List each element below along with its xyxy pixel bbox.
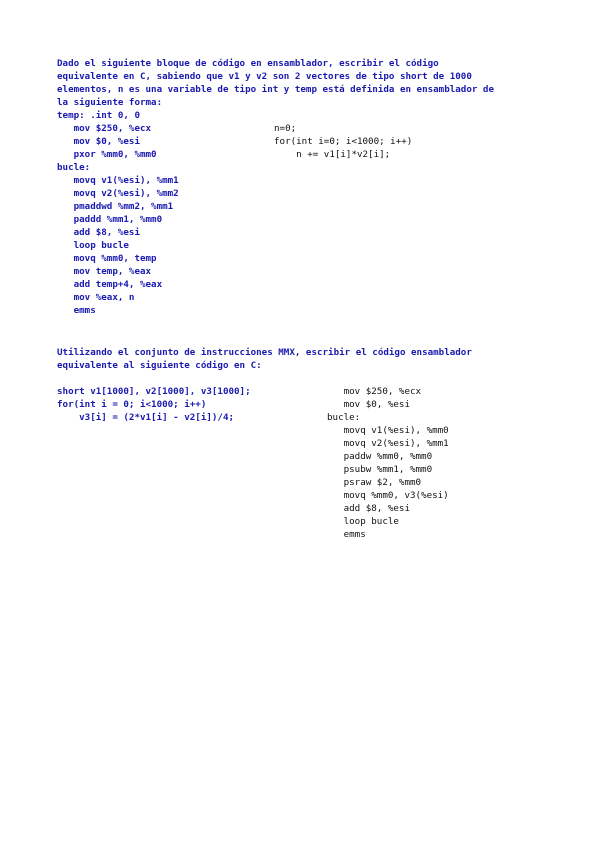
s1-intro-line-1: Dado el siguiente bloque de código en ensamblador, escribir el código bbox=[57, 58, 439, 69]
s2-asm-line-10: add $8, %esi bbox=[327, 503, 410, 514]
s1-asm-line-10: add $8, %esi bbox=[57, 227, 140, 238]
s1-asm-line-6: movq v1(%esi), %mm1 bbox=[57, 175, 179, 186]
s2-c-line-1: short v1[1000], v2[1000], v3[1000]; bbox=[57, 386, 251, 397]
s2-asm-line-7: psubw %mm1, %mm0 bbox=[327, 464, 433, 475]
s1-asm-line-16: emms bbox=[57, 305, 96, 316]
s2-asm-line-4: movq v1(%esi), %mm0 bbox=[327, 425, 449, 436]
s2-intro-line-2: equivalente al siguiente código en C: bbox=[57, 360, 262, 371]
s1-asm-line-4: pxor %mm0, %mm0 bbox=[57, 149, 157, 160]
s1-asm-line-14: add temp+4, %eax bbox=[57, 279, 163, 290]
s1-asm-line-8: pmaddwd %mm2, %mm1 bbox=[57, 201, 174, 212]
s2-asm-line-2: mov $0, %esi bbox=[327, 399, 410, 410]
s1-asm-line-1: temp: .int 0, 0 bbox=[57, 110, 140, 121]
s1-intro-line-3: elementos, n es una variable de tipo int y temp está definida en ensamblador de bbox=[57, 84, 494, 95]
s1-asm-line-7: movq v2(%esi), %mm2 bbox=[57, 188, 179, 199]
s1-asm-line-3: mov $0, %esi bbox=[57, 136, 140, 147]
s2-asm-line-6: paddw %mm0, %mm0 bbox=[327, 451, 433, 462]
s1-asm-line-13: mov temp, %eax bbox=[57, 266, 152, 277]
s2-intro-line-1: Utilizando el conjunto de instrucciones MMX, escribir el código ensamblador bbox=[57, 347, 472, 358]
s1-intro-line-2: equivalente en C, sabiendo que v1 y v2 son 2 vectores de tipo short de 1000 bbox=[57, 71, 472, 82]
s2-asm-line-3: bucle: bbox=[327, 412, 361, 423]
s2-asm-line-12: emms bbox=[327, 529, 366, 540]
s2-asm-line-1: mov $250, %ecx bbox=[327, 386, 422, 397]
s2-asm-line-8: psraw $2, %mm0 bbox=[327, 477, 422, 488]
s1-asm-line-5: bucle: bbox=[57, 162, 91, 173]
s1-asm-line-11: loop bucle bbox=[57, 240, 129, 251]
s1-asm-line-15: mov %eax, n bbox=[57, 292, 135, 303]
s2-c-line-2: for(int i = 0; i<1000; i++) bbox=[57, 399, 207, 410]
s1-asm-line-9: paddd %mm1, %mm0 bbox=[57, 214, 163, 225]
s1-c-line-2: for(int i=0; i<1000; i++) bbox=[274, 136, 413, 147]
s1-intro-line-4: la siguiente forma: bbox=[57, 97, 163, 108]
s2-asm-line-5: movq v2(%esi), %mm1 bbox=[327, 438, 449, 449]
s1-c-line-1: n=0; bbox=[274, 123, 297, 134]
s1-asm-line-2: mov $250, %ecx bbox=[57, 123, 152, 134]
s1-asm-line-12: movq %mm0, temp bbox=[57, 253, 157, 264]
s2-asm-line-9: movq %mm0, v3(%esi) bbox=[327, 490, 449, 501]
s1-c-line-3: n += v1[i]*v2[i]; bbox=[274, 149, 391, 160]
s2-asm-line-11: loop bucle bbox=[327, 516, 399, 527]
s2-c-line-3: v3[i] = (2*v1[i] - v2[i])/4; bbox=[57, 412, 235, 423]
